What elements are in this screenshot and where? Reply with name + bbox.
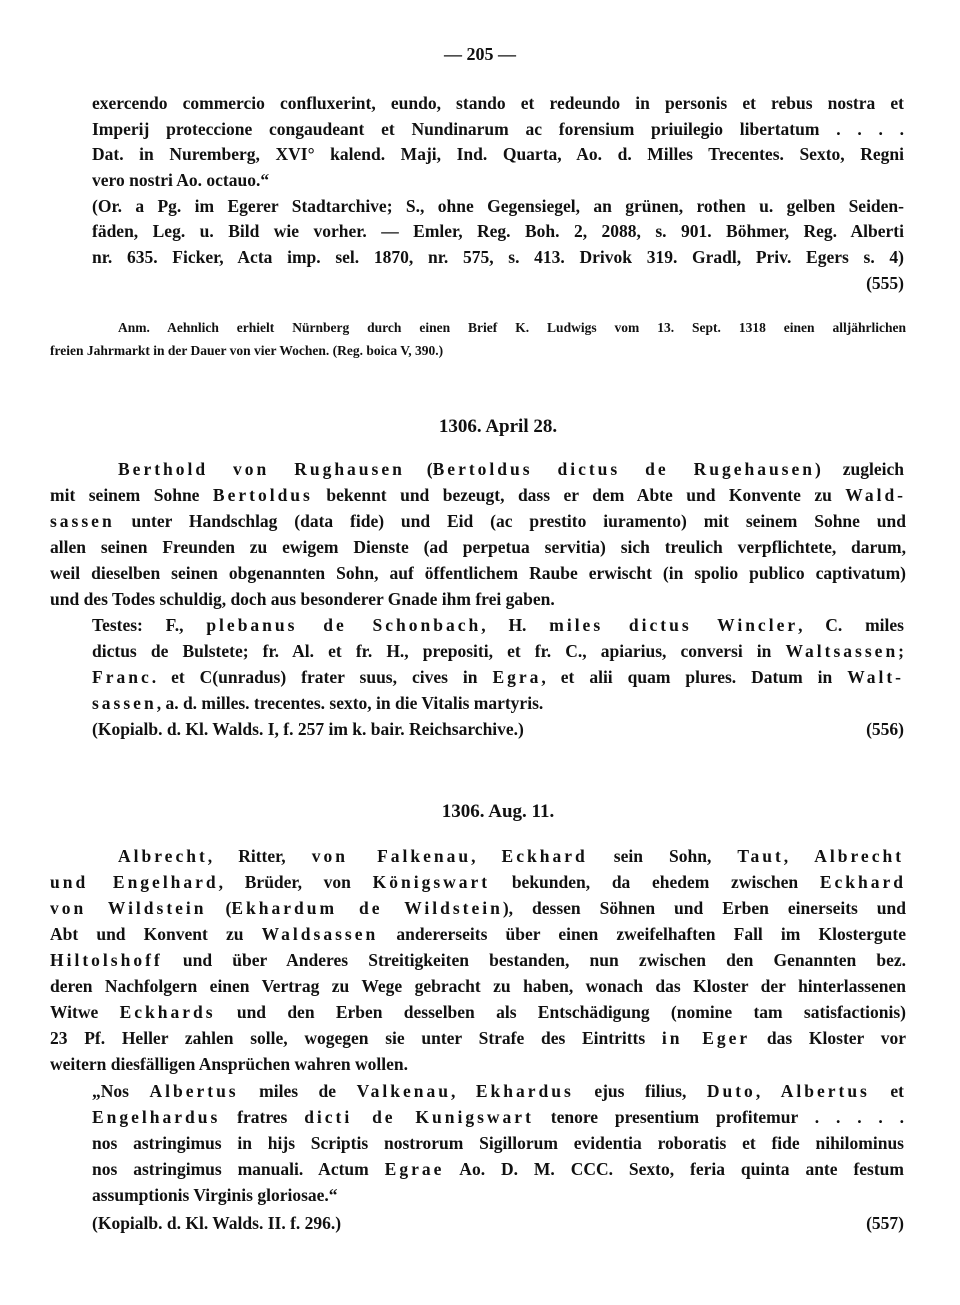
place-name: Wald-: [845, 485, 907, 505]
doc556-line: sassen unter Handschlag (data fide) und Eid (ac prestito iuramento) mit seinem Sohne und: [50, 511, 906, 531]
doc555-line: Imperij proteccione congaudeant et Nundinarum ac forensium priuilegio libertatum . . . .: [92, 119, 904, 139]
doc556-line: Berthold von Rughausen (Bertoldus dictus de Rugehausen) zugleich: [118, 459, 904, 479]
doc557-quote-line: nos astringimus manuali. Actum Egrae Ao. D. M. CCC. Sexto, feria quinta ante festum: [92, 1159, 904, 1179]
person-name: Bertoldus: [212, 485, 313, 505]
doc556-line: sassen, a. d. milles. trecentes. sexto, in die Vitalis martyris.: [92, 693, 544, 713]
page-number: — 205 —: [444, 44, 516, 64]
doc557-line: Albrecht, Ritter, von Falkenau, Eckhard sein Sohn, Taut, Albrecht: [118, 846, 905, 866]
doc555-line: vero nostri Ao. octauo.“: [92, 170, 270, 190]
place-name: sassen: [92, 693, 157, 713]
doc555-number: (555): [866, 273, 904, 293]
doc557-quote-line: nos astringimus in hijs Scriptis nostrorum Sigillorum evidentia roboratis et fide nihilominus: [92, 1133, 904, 1153]
doc555-line: Dat. in Nuremberg, XVI° kalend. Maji, Ind. Quarta, Ao. d. Milles Trecentes. Sexto, Regni: [92, 144, 904, 164]
doc555-line: nr. 635. Ficker, Acta imp. sel. 1870, nr. 575, s. 413. Drivok 319. Gradl, Priv. Egers s. 4): [92, 247, 904, 267]
doc556-line: dictus de Bulstete; fr. Al. et fr. H., prepositi, et fr. C., apiarius, conversi in Waltsassen;: [92, 641, 904, 661]
doc556-heading: 1306. April 28.: [438, 416, 558, 437]
doc556-line: allen seinen Freunden zu ewigem Dienste (ad perpetua servitia) sich treulich verpflichtete, darum,: [50, 537, 906, 557]
doc555-line: (Or. a Pg. im Egerer Stadtarchive; S., ohne Gegensiegel, an grünen, rothen u. gelben Seiden-: [92, 196, 904, 216]
doc555-note-line: Anm. Aehnlich erhielt Nürnberg durch einen Brief K. Ludwigs vom 13. Sept. 1318 einen alljährlichen: [118, 320, 906, 335]
doc556-line: Franc. et C(unradus) frater suus, cives in Egra, et alii quam plures. Datum in Walt-: [92, 667, 904, 687]
doc557-number: (557): [866, 1213, 904, 1233]
doc555-line: fäden, Leg. u. Bild wie vorher. — Emler, Reg. Boh. 2, 2088, s. 901. Böhmer, Reg. Alberti: [92, 221, 904, 241]
doc555-note-line: freien Jahrmarkt in der Dauer von vier Wochen. (Reg. boica V, 390.): [50, 343, 444, 358]
doc557-line: und Engelhard, Brüder, von Königswart bekunden, da ehedem zwischen Eckhard: [50, 872, 906, 892]
place-name: Egra: [492, 667, 542, 687]
doc557-line: Witwe Eckhards und den Erben desselben als Entschädigung (nomine tam satisfactionis): [50, 1002, 906, 1022]
doc555-line: exercendo commercio confluxerint, eundo, stando et redeundo in personis et rebus nostra et: [92, 93, 904, 113]
doc557-line: 23 Pf. Heller zahlen solle, wogegen sie unter Strafe des Eintritts in Eger das Kloster vor: [50, 1028, 906, 1048]
person-name: Berthold von Rughausen: [118, 459, 405, 479]
person-name: Franc: [92, 667, 152, 687]
doc557-line: von Wildstein (Ekhardum de Wildstein), dessen Söhnen und Erben einerseits und: [50, 898, 907, 918]
doc557-line: Hiltolshoff und über Anderes Streitigkeiten bestanden, nun zwischen den Genannten bez.: [50, 950, 906, 970]
doc556-line: und des Todes schuldig, doch aus besonderer Gnade ihm frei gaben.: [50, 589, 555, 609]
person-name: miles dictus Wincler: [549, 615, 799, 635]
place-name: Waltsassen: [785, 641, 899, 661]
doc557-line: Abt und Konvent zu Waldsassen andererseits über einen zweifelhaften Fall im Klostergute: [50, 924, 906, 944]
doc556-number: (556): [866, 719, 904, 739]
place-name: Walt-: [847, 667, 904, 687]
doc556-reference: [92, 718, 904, 740]
doc557-line: weitern diesfälligen Ansprüchen wahren wollen.: [50, 1054, 408, 1074]
doc556-line: weil dieselben seinen obgenannten Sohn, auf öffentlichem Raube erwischt (in spolio publico captivatum): [50, 563, 906, 583]
doc557-quote-line: „Nos Albertus miles de Valkenau, Ekhardus ejus filius, Duto, Albertus et: [92, 1081, 904, 1101]
doc557-quote-line: assumptionis Virginis gloriosae.“: [92, 1185, 338, 1205]
doc556-line: mit seinem Sohne Bertoldus bekennt und bezeugt, dass er dem Abte und Konvente zu Wald-: [50, 485, 907, 505]
doc557-quote-line: Engelhardus fratres dicti de Kunigswart tenore presentium profitemur . . . . .: [92, 1107, 904, 1127]
person-name: plebanus de Schonbach: [206, 615, 482, 635]
doc557-heading: 1306. Aug. 11.: [441, 801, 555, 822]
source-reference: (Kopialb. d. Kl. Walds. II. f. 296.): [92, 1213, 342, 1233]
place-name: sassen: [50, 511, 115, 531]
doc557-line: deren Nachfolgern einen Vertrag zu Wege gebracht zu haben, wonach das Kloster der hinterlassenen: [50, 976, 906, 996]
person-name-latin: Bertoldus dictus de Rugehausen: [432, 459, 815, 479]
source-reference: (Kopialb. d. Kl. Walds. I, f. 257 im k. bair. Reichsarchive.): [92, 719, 524, 739]
doc556-line: Testes: F., plebanus de Schonbach, H. miles dictus Wincler, C. miles: [92, 615, 904, 635]
doc557-reference: [92, 1212, 904, 1234]
